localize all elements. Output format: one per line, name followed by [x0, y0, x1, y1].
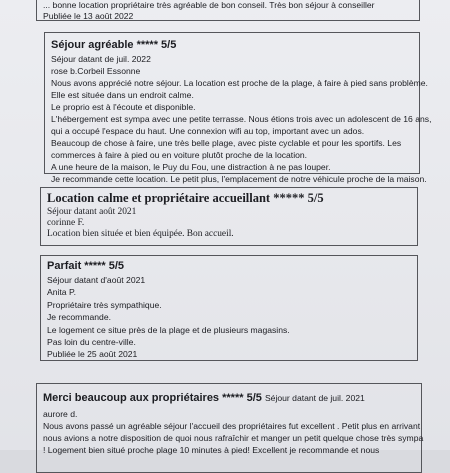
review-title: Séjour agréable ***** 5/5	[51, 39, 177, 51]
review-author: aurore d.	[43, 409, 78, 419]
review-text-line: Nous avons passé un agréable séjour l'accueil des propriétaires fut excellent . Petit plus en arrivant	[43, 421, 421, 431]
review-text-line: ! Logement bien situé proche plage 10 minutes à pied! Excellent je recommande et nous	[43, 445, 380, 455]
review-text-line: Beaucoup de chose à faire, une très belle plage, avec piste cyclable et pour les sportifs. Les	[51, 138, 402, 148]
review-text-line: commerces à faire à pied ou en voiture plutôt proche de la location.	[51, 150, 308, 160]
review-author: corinne F.	[47, 218, 85, 228]
review-card-sejour-agreable	[44, 32, 432, 184]
review-author: rose b.Corbeil Essonne	[51, 66, 141, 76]
review-date: Publiée le 25 août 2021	[47, 349, 138, 359]
review-text-line: Elle est située dans un endroit calme.	[51, 90, 194, 100]
review-text-line: ... bonne location propriétaire très agréable de bon conseil. Très bon séjour à conseiller	[43, 0, 375, 10]
review-date: Publiée le 13 août 2022	[43, 11, 134, 21]
review-text: Location bien située et bien équipée. Bon accueil.	[47, 229, 234, 239]
review-text-line: Je recommande.	[47, 312, 112, 322]
review-text-line: Je recommande cette location. Le petit plus, l'emplacement de notre véhicule proche de la maison.	[51, 174, 427, 184]
review-text-line: A une heure de la maison, le Puy du Fou, une distraction à ne pas louper.	[51, 162, 331, 172]
review-text-line: L'hébergement est sympa avec une petite terrasse. Nous étions trois avec un adolescent de 16 ans,	[51, 114, 432, 124]
review-title: Parfait ***** 5/5	[47, 260, 125, 272]
review-text-line: nous avions a notre disposition de quoi nous rafraîchir et manger un petit quelque chose très sympa	[43, 433, 424, 443]
review-title-row	[43, 392, 365, 404]
review-author: Anita P.	[47, 287, 76, 297]
review-stay-date: Séjour datant de juil. 2021	[264, 393, 365, 403]
review-text-line: Le logement ce situe près de la plage et de plusieurs magasins.	[47, 325, 290, 335]
review-stay-date: Séjour datant de juil. 2022	[51, 54, 151, 64]
review-stay-date: Séjour datant août 2021	[47, 207, 137, 217]
review-title: Location calme et propriétaire accueillant ***** 5/5	[47, 191, 324, 205]
review-card-parfait	[40, 255, 418, 361]
review-card-top	[36, 0, 420, 21]
review-text-line: Pas loin du centre-ville.	[47, 337, 136, 347]
review-text-line: Le proprio est à l'écoute et disponible.	[51, 102, 196, 112]
review-card-merci-beaucoup	[36, 383, 422, 473]
review-text-line: Propriétaire très sympathique.	[47, 300, 162, 310]
review-text-line: qui a occupé l'espace du haut. Une connexion wifi au top, important avec un ados.	[51, 126, 365, 136]
review-title: Merci beaucoup aux propriétaires ***** 5/5	[43, 392, 262, 404]
review-stay-date: Séjour datant d'août 2021	[47, 275, 146, 285]
review-text-line: Nous avons apprécié notre séjour. La location est proche de la plage, à faire à pied sans problème.	[51, 78, 428, 88]
review-card-location-calme	[40, 187, 418, 246]
